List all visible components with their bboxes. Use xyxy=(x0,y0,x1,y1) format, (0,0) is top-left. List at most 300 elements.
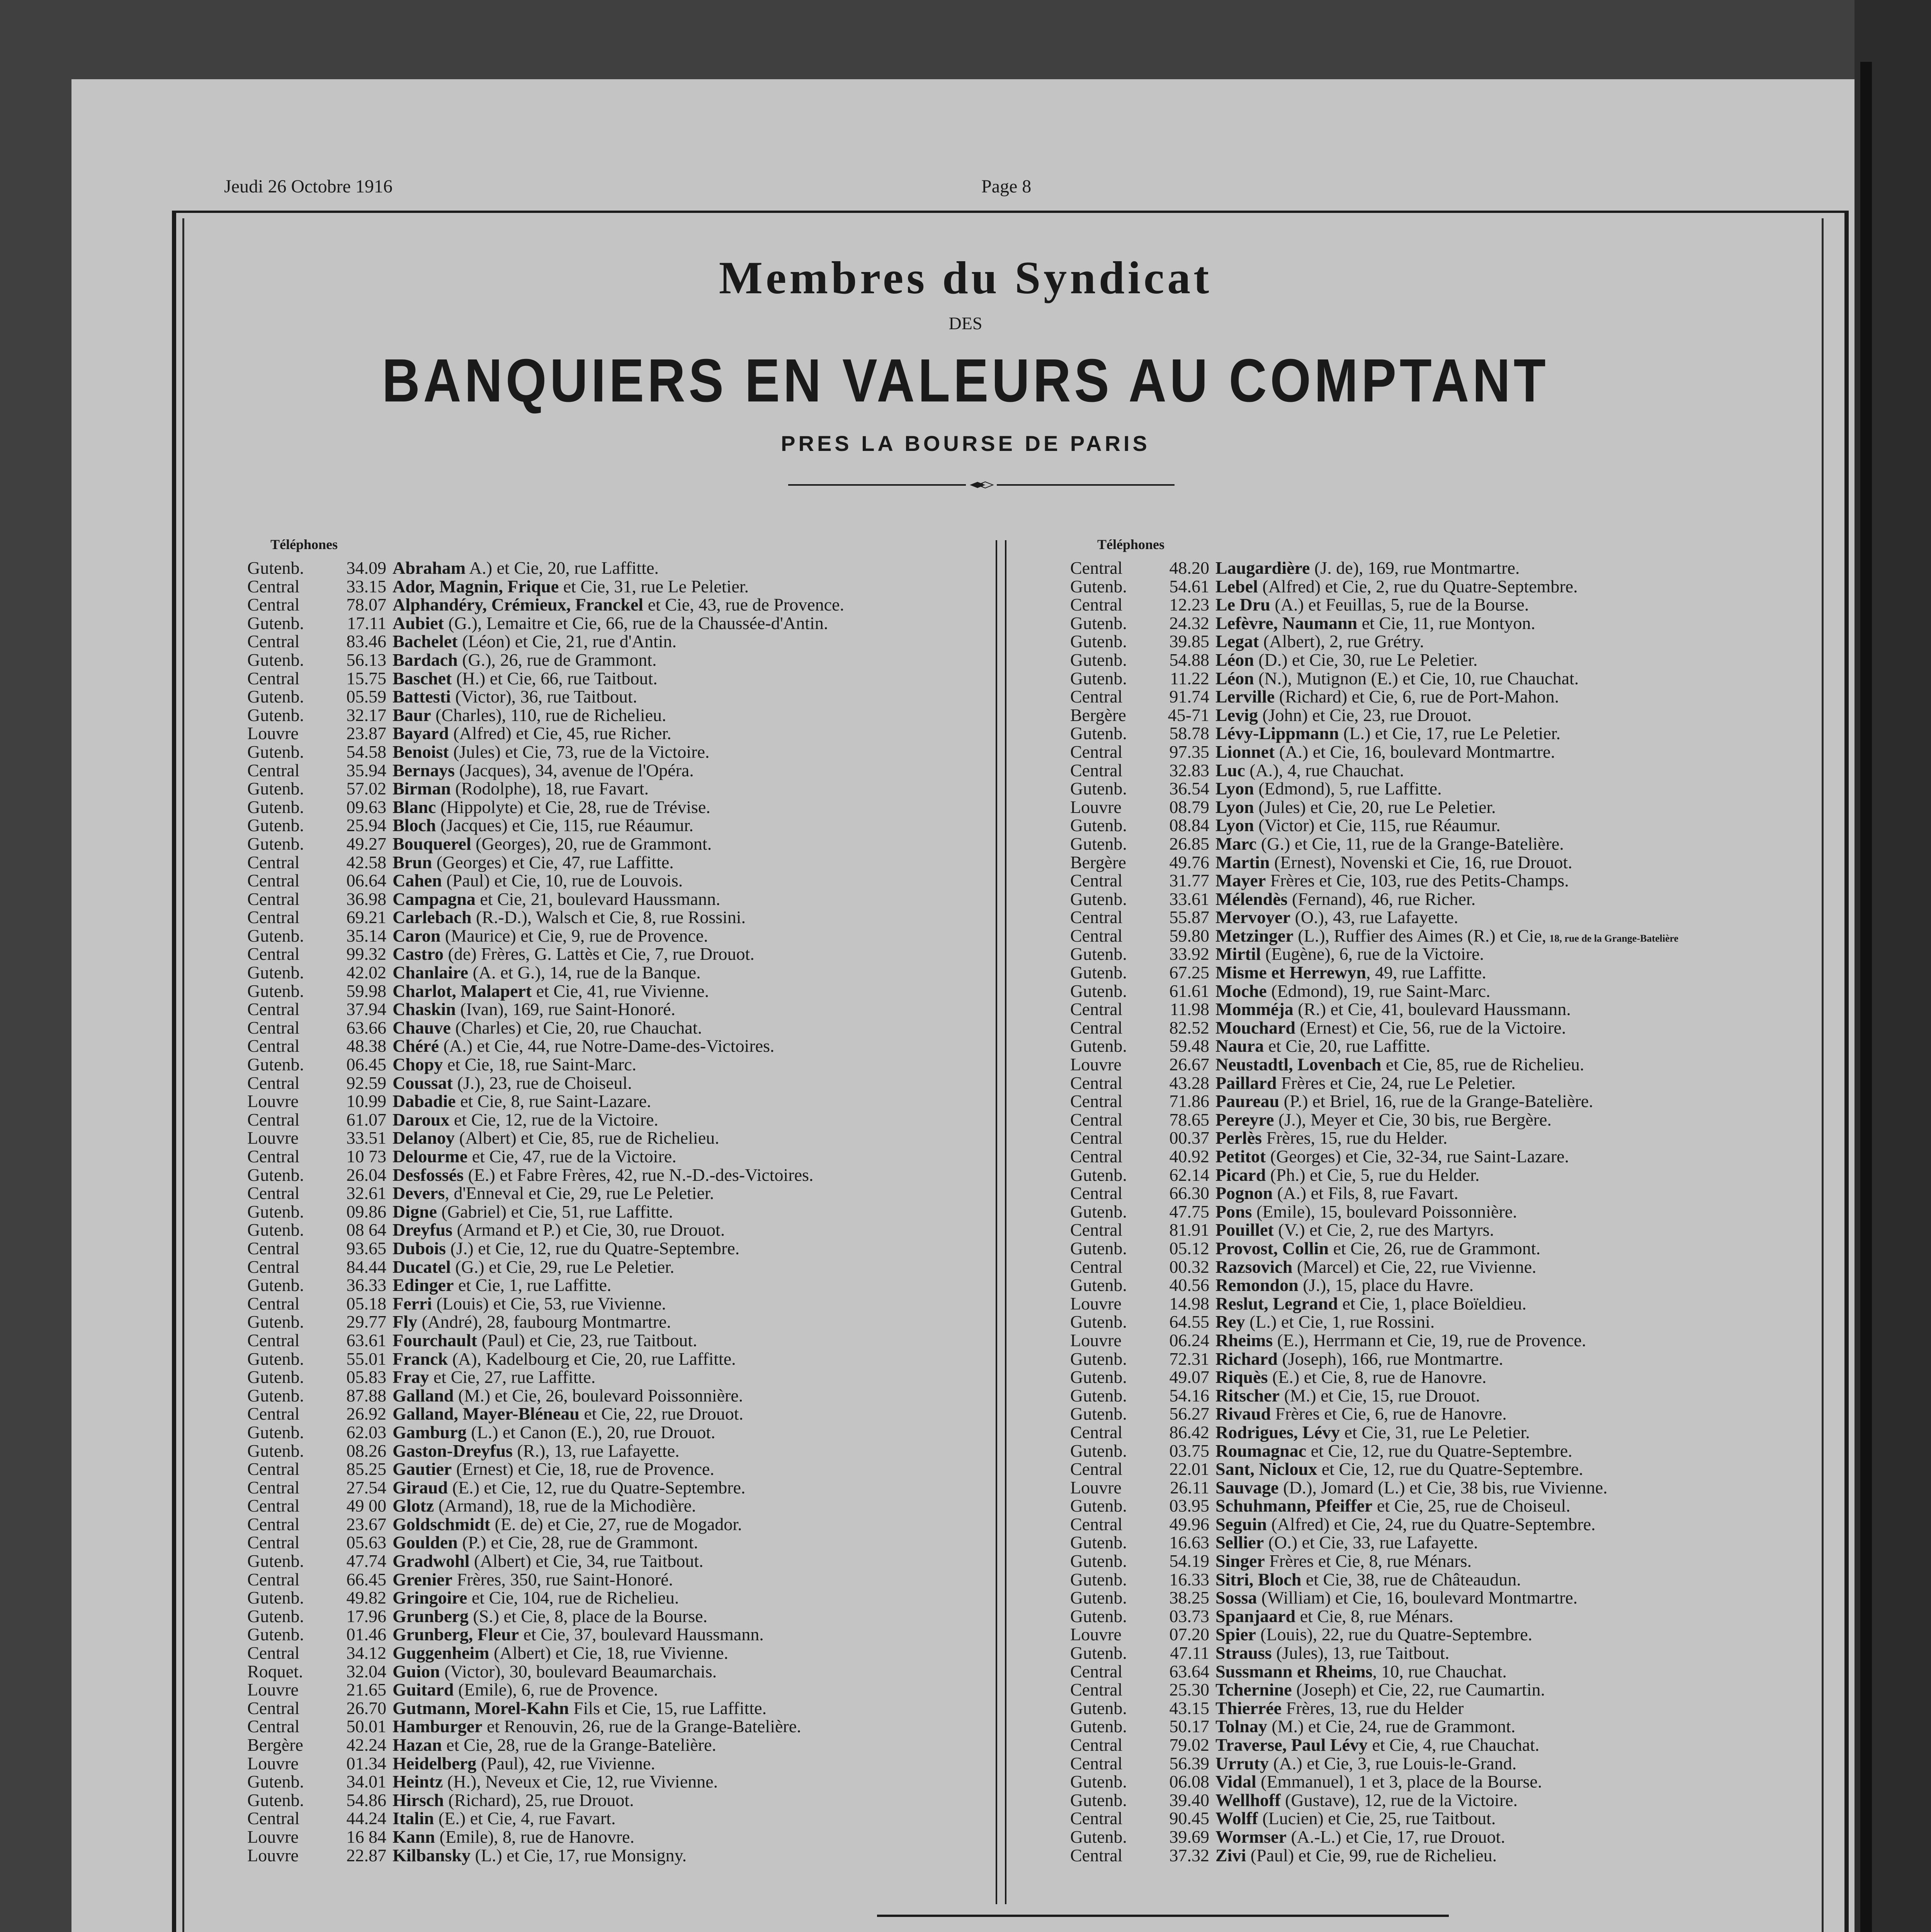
member-address: (O.), 43, rue Lafayette. xyxy=(1290,907,1458,927)
phone-number: 43.28 xyxy=(1169,1073,1209,1093)
phone-number: 26.11 xyxy=(1170,1477,1209,1497)
member-address: et Cie, 12, rue de la Victoire. xyxy=(449,1109,658,1129)
frame-inner-right-rule xyxy=(1822,218,1824,1932)
member-address: (Edmond), 5, rue Laffitte. xyxy=(1254,779,1442,799)
exchange-name: Bergère xyxy=(1070,705,1126,725)
exchange-name: Central xyxy=(247,852,300,872)
member-address: (A.) et Cie, 44, rue Notre-Dame-des-Victoires. xyxy=(439,1036,775,1056)
member-address: (Louis), 22, rue du Quatre-Septembre. xyxy=(1256,1624,1533,1645)
exchange-name: Gutenb. xyxy=(247,705,304,725)
exchange-name: Gutenb. xyxy=(1070,1606,1127,1626)
exchange-name: Central xyxy=(1070,1808,1123,1828)
member-address: et Cie, 21, boulevard Haussmann. xyxy=(475,889,721,909)
member-entry xyxy=(247,1368,844,1386)
phone-number: 36.54 xyxy=(1169,779,1209,799)
phone-number: 40.92 xyxy=(1169,1146,1209,1166)
exchange-name: Gutenb. xyxy=(1070,1275,1127,1295)
member-name: Kilbansky xyxy=(393,1845,471,1865)
member-name: Paillard xyxy=(1215,1073,1277,1093)
exchange-name: Central xyxy=(1070,558,1123,578)
member-entry xyxy=(247,1239,844,1258)
member-name: Digne xyxy=(393,1201,437,1221)
member-address: (H.), Neveux et Cie, 12, rue Vivienne. xyxy=(443,1772,718,1792)
member-address: et Cie, 85, rue de Richelieu. xyxy=(1381,1054,1584,1075)
phone-number: 87.88 xyxy=(346,1385,386,1405)
exchange-name: Central xyxy=(1070,999,1123,1019)
member-name: Moche xyxy=(1215,981,1267,1001)
member-entry xyxy=(1070,1147,1678,1166)
exchange-name: Central xyxy=(247,1404,300,1424)
exchange-name: Gutenb. xyxy=(1070,1716,1127,1736)
phone-number: 66.30 xyxy=(1169,1183,1209,1203)
exchange-name: Louvre xyxy=(247,1845,299,1865)
phone-number: 33.15 xyxy=(346,576,386,596)
exchange-name: Central xyxy=(247,760,300,780)
exchange-name: Central xyxy=(1070,1257,1123,1277)
member-address: (O.) et Cie, 33, rue Lafayette. xyxy=(1264,1532,1478,1553)
member-name: Lefèvre, Naumann xyxy=(1215,613,1358,633)
member-name: Bachelet xyxy=(393,631,458,651)
member-entry xyxy=(247,1258,844,1276)
exchange-name: Gutenb. xyxy=(1070,631,1127,651)
phone-number: 59.98 xyxy=(346,981,386,1001)
phone-number: 49.27 xyxy=(346,833,386,854)
member-name: Fly xyxy=(393,1312,417,1332)
phone-number: 48.38 xyxy=(346,1036,386,1056)
phone-number: 08.79 xyxy=(1169,797,1209,817)
member-entry xyxy=(1070,1607,1678,1626)
member-name: Paureau xyxy=(1215,1091,1280,1111)
member-address: (Joseph), 166, rue Montmartre. xyxy=(1278,1349,1503,1369)
exchange-name: Gutenb. xyxy=(1070,1385,1127,1405)
phone-number: 36.98 xyxy=(346,889,386,909)
member-entry xyxy=(1070,1423,1678,1442)
member-name: Italin xyxy=(393,1808,434,1828)
phone-number: 21.65 xyxy=(346,1680,386,1700)
title-banquiers: BANQUIERS EN VALEURS AU COMPTANT xyxy=(382,347,1549,415)
member-name: Schuhmann, Pfeiffer xyxy=(1215,1496,1373,1516)
exchange-name: Gutenb. xyxy=(247,1385,304,1405)
member-address: (Ernest), Novenski et Cie, 16, rue Drouot. xyxy=(1270,852,1572,872)
member-address: (J.), 23, rue de Choiseul. xyxy=(452,1073,632,1093)
phone-number: 78.65 xyxy=(1169,1109,1209,1129)
exchange-name: Gutenb. xyxy=(247,1367,304,1387)
member-address: (E.) et Cie, 8, rue de Hanovre. xyxy=(1268,1367,1487,1387)
exchange-name: Central xyxy=(247,1146,300,1166)
phone-number: 31.77 xyxy=(1169,871,1209,891)
member-name: Bernays xyxy=(393,760,455,780)
member-name: Tchernine xyxy=(1215,1680,1292,1700)
phone-number: 86.42 xyxy=(1169,1422,1209,1442)
header-page-number: Page 8 xyxy=(981,176,1032,197)
member-address: (Alfred) et Cie, 2, rue du Quatre-Septembre. xyxy=(1258,576,1578,596)
phone-number: 81.91 xyxy=(1169,1220,1209,1240)
member-entry xyxy=(247,1184,844,1202)
member-address: et Cie, 20, rue Laffitte. xyxy=(1264,1036,1431,1056)
member-name: Coussat xyxy=(393,1073,453,1093)
member-name: Thierrée xyxy=(1215,1698,1282,1718)
exchange-name: Gutenb. xyxy=(247,1220,304,1240)
member-entry xyxy=(1070,1386,1678,1405)
exchange-name: Central xyxy=(247,595,300,615)
member-name: Goulden xyxy=(393,1532,458,1553)
member-name: Edinger xyxy=(393,1275,454,1295)
phone-number: 40.56 xyxy=(1169,1275,1209,1295)
member-address: (J.) et Cie, 12, rue du Quatre-Septembre. xyxy=(446,1238,740,1258)
member-name: Hazan xyxy=(393,1735,442,1755)
member-entry xyxy=(247,595,844,614)
member-address: (R.) et Cie, 41, boulevard Haussmann. xyxy=(1293,999,1571,1019)
member-entry xyxy=(247,1111,844,1129)
exchange-name: Gutenb. xyxy=(1070,1036,1127,1056)
member-address: (Georges), 20, rue de Grammont. xyxy=(471,833,712,854)
phone-number: 08 64 xyxy=(346,1220,386,1240)
member-name: Goldschmidt xyxy=(393,1514,491,1534)
member-name: Daroux xyxy=(393,1109,450,1129)
phone-number: 33.92 xyxy=(1169,944,1209,964)
exchange-name: Louvre xyxy=(1070,797,1122,817)
member-name: Le Dru xyxy=(1215,595,1270,615)
exchange-name: Louvre xyxy=(247,1753,299,1773)
member-name: Mirtil xyxy=(1215,944,1261,964)
member-entry xyxy=(1070,1405,1678,1423)
member-entry xyxy=(1070,1111,1678,1129)
member-address: (L.) et Cie, 1, rue Rossini. xyxy=(1245,1312,1435,1332)
member-address: (D.), Jomard (L.) et Cie, 38 bis, rue Vivienne. xyxy=(1278,1477,1608,1497)
phone-number: 26.67 xyxy=(1169,1054,1209,1075)
member-address: (Jacques) et Cie, 115, rue Réaumur. xyxy=(436,815,694,835)
phone-number: 25.94 xyxy=(346,815,386,835)
exchange-name: Central xyxy=(1070,1183,1123,1203)
telephones-header-left: Téléphones xyxy=(270,537,338,552)
phone-number: 49.96 xyxy=(1169,1514,1209,1534)
member-address: (Paul) et Cie, 99, rue de Richelieu. xyxy=(1246,1845,1497,1865)
member-address: (Emile), 15, boulevard Poissonnière. xyxy=(1252,1201,1517,1221)
member-entry xyxy=(247,779,844,798)
member-name: Rey xyxy=(1215,1312,1245,1332)
phone-number: 85.25 xyxy=(346,1459,386,1479)
member-address: (Gustave), 12, rue de la Victoire. xyxy=(1280,1790,1518,1810)
exchange-name: Central xyxy=(1070,1146,1123,1166)
member-entry xyxy=(1070,577,1678,596)
member-address: (Fernand), 46, rue Richer. xyxy=(1287,889,1476,909)
member-name: Devers xyxy=(393,1183,445,1203)
member-address: (Alfred) et Cie, 24, rue du Quatre-Septembre. xyxy=(1266,1514,1596,1534)
member-name: Heintz xyxy=(393,1772,443,1792)
exchange-name: Gutenb. xyxy=(1070,833,1127,854)
member-name: Bardach xyxy=(393,650,458,670)
exchange-name: Gutenb. xyxy=(247,1606,304,1626)
member-entry xyxy=(1070,1074,1678,1092)
member-name: Naura xyxy=(1215,1036,1264,1056)
member-address: et Cie, 11, rue Montyon. xyxy=(1357,613,1535,633)
member-address: (Jules) et Cie, 20, rue Le Peletier. xyxy=(1254,797,1496,817)
member-entry xyxy=(1070,798,1678,816)
member-entry xyxy=(247,1386,844,1405)
phone-number: 97.35 xyxy=(1169,742,1209,762)
exchange-name: Gutenb. xyxy=(1070,1588,1127,1608)
phone-number: 26.85 xyxy=(1169,833,1209,854)
exchange-name: Gutenb. xyxy=(247,925,304,946)
member-entry xyxy=(247,1772,844,1791)
member-address: (Marcel) et Cie, 22, rue Vivienne. xyxy=(1292,1257,1537,1277)
member-entry xyxy=(247,1221,844,1239)
member-address: (Jules) et Cie, 73, rue de la Victoire. xyxy=(449,742,710,762)
member-entry xyxy=(247,1533,844,1552)
member-entry xyxy=(1070,1294,1678,1313)
phone-number: 54.88 xyxy=(1169,650,1209,670)
phone-number: 33.61 xyxy=(1169,889,1209,909)
exchange-name: Gutenb. xyxy=(247,613,304,633)
exchange-name: Central xyxy=(247,1496,300,1516)
phone-number: 06.64 xyxy=(346,871,386,891)
exchange-name: Bergère xyxy=(247,1735,303,1755)
member-name: Neustadtl, Lovenbach xyxy=(1215,1054,1382,1075)
phone-number: 34.09 xyxy=(346,558,386,578)
member-address: et Cie, 38, rue de Châteaudun. xyxy=(1301,1569,1521,1589)
member-name: Pereyre xyxy=(1215,1109,1274,1129)
exchange-name: Gutenb. xyxy=(247,797,304,817)
exchange-name: Louvre xyxy=(247,723,299,743)
member-address: et Cie, 47, rue de la Victoire. xyxy=(467,1146,677,1166)
exchange-name: Central xyxy=(1070,1091,1123,1111)
member-address: (D.) et Cie, 30, rue Le Peletier. xyxy=(1254,650,1478,670)
member-entry xyxy=(247,871,844,890)
exchange-name: Central xyxy=(247,1109,300,1129)
member-address: (M.) et Cie, 24, rue de Grammont. xyxy=(1267,1716,1516,1736)
member-entry xyxy=(247,1092,844,1111)
member-name: Roumagnac xyxy=(1215,1440,1307,1461)
phone-number: 67.25 xyxy=(1169,963,1209,983)
member-entry xyxy=(1070,908,1678,927)
exchange-name: Gutenb. xyxy=(247,1440,304,1461)
exchange-name: Gutenb. xyxy=(1070,1440,1127,1461)
exchange-name: Central xyxy=(1070,1220,1123,1240)
member-address: (Léon) et Cie, 21, rue d'Antin. xyxy=(457,631,677,651)
member-address: (Paul) et Cie, 23, rue Taitbout. xyxy=(477,1330,697,1350)
member-entry xyxy=(247,1294,844,1313)
member-entry xyxy=(247,1791,844,1810)
phone-number: 54.16 xyxy=(1169,1385,1209,1405)
phone-number: 05.83 xyxy=(346,1367,386,1387)
member-entry xyxy=(247,945,844,963)
exchange-name: Gutenb. xyxy=(1070,1551,1127,1571)
member-name: Franck xyxy=(393,1349,448,1369)
member-entry xyxy=(247,1680,844,1699)
exchange-name: Central xyxy=(247,1183,300,1203)
member-entry xyxy=(1070,1350,1678,1368)
member-address: (J. de), 169, rue Montmartre. xyxy=(1310,558,1520,578)
member-address: (Eugène), 6, rue de la Victoire. xyxy=(1261,944,1484,964)
member-name: Gautier xyxy=(393,1459,452,1479)
member-name: Bayard xyxy=(393,723,449,743)
member-address: (N.), Mutignon (E.) et Cie, 10, rue Chauchat. xyxy=(1254,668,1579,688)
exchange-name: Central xyxy=(1070,1680,1123,1700)
member-name: Perlès xyxy=(1215,1128,1262,1148)
exchange-name: Central xyxy=(1070,907,1123,927)
member-entry xyxy=(1070,835,1678,853)
member-name: Metzinger xyxy=(1215,925,1294,946)
member-address: (G.), Lemaitre et Cie, 66, rue de la Chaussée-d'Antin. xyxy=(444,613,828,633)
member-entry xyxy=(247,1846,844,1865)
member-entry xyxy=(247,1625,844,1644)
member-name: Léon xyxy=(1215,650,1254,670)
member-address: (L.) et Canon (E.), 20, rue Drouot. xyxy=(466,1422,716,1442)
exchange-name: Gutenb. xyxy=(1070,1827,1127,1847)
phone-number: 37.32 xyxy=(1169,1845,1209,1865)
member-entry xyxy=(247,890,844,908)
member-name: Lyon xyxy=(1215,815,1254,835)
phone-number: 38.25 xyxy=(1169,1588,1209,1608)
member-address: et Cie, 31, rue Le Peletier. xyxy=(1340,1422,1530,1442)
member-address: , 10, rue Chauchat. xyxy=(1372,1661,1507,1681)
member-entry xyxy=(1070,1184,1678,1202)
member-name: Guion xyxy=(393,1661,440,1681)
member-name: Remondon xyxy=(1215,1275,1299,1295)
member-name: Lévy-Lippmann xyxy=(1215,723,1339,743)
member-name: Riquès xyxy=(1215,1367,1268,1387)
phone-number: 11.22 xyxy=(1170,668,1209,688)
member-entry xyxy=(247,1460,844,1478)
member-address: (Lucien) et Cie, 25, rue Taitbout. xyxy=(1258,1808,1496,1828)
phone-number: 55.87 xyxy=(1169,907,1209,927)
phone-number: 03.75 xyxy=(1169,1440,1209,1461)
member-address: (Albert) et Cie, 18, rue Vivienne. xyxy=(489,1643,728,1663)
member-name: Glotz xyxy=(393,1496,434,1516)
member-address: (Richard), 25, rue Drouot. xyxy=(444,1790,634,1810)
member-entry xyxy=(1070,1754,1678,1773)
member-entry xyxy=(247,1074,844,1092)
exchange-name: Gutenb. xyxy=(247,815,304,835)
exchange-name: Gutenb. xyxy=(1070,668,1127,688)
phone-number: 59.80 xyxy=(1169,925,1209,946)
member-address: et Cie, 31, rue Le Peletier. xyxy=(559,576,749,596)
phone-number: 49.76 xyxy=(1169,852,1209,872)
phone-number: 05.12 xyxy=(1169,1238,1209,1258)
exchange-name: Central xyxy=(247,1017,300,1037)
member-entry xyxy=(247,724,844,743)
phone-number: 69.21 xyxy=(346,907,386,927)
exchange-name: Gutenb. xyxy=(1070,1772,1127,1792)
exchange-name: Gutenb. xyxy=(1070,1349,1127,1369)
exchange-name: Central xyxy=(247,1643,300,1663)
member-name: Tolnay xyxy=(1215,1716,1267,1736)
member-address: et Cie, 18, rue Saint-Marc. xyxy=(443,1054,637,1075)
member-name: Rodrigues, Lévy xyxy=(1215,1422,1340,1442)
member-entry xyxy=(247,1442,844,1460)
member-name: Razsovich xyxy=(1215,1257,1293,1277)
phone-number: 32.83 xyxy=(1169,760,1209,780)
member-entry xyxy=(1070,1221,1678,1239)
member-entry xyxy=(1070,706,1678,724)
member-address: et Cie, 1, rue Laffitte. xyxy=(454,1275,612,1295)
member-entry xyxy=(247,1276,844,1294)
ornament-rule-icon xyxy=(788,481,1175,489)
member-name: Carlebach xyxy=(393,907,472,927)
phone-number: 16.63 xyxy=(1169,1532,1209,1553)
telephones-header-right: Téléphones xyxy=(1097,537,1165,552)
member-address: (L.) et Cie, 17, rue Monsigny. xyxy=(471,1845,687,1865)
exchange-name: Central xyxy=(1070,1017,1123,1037)
exchange-name: Louvre xyxy=(1070,1477,1122,1497)
member-entry xyxy=(1070,816,1678,835)
member-address: (Charles) et Cie, 20, rue Chauchat. xyxy=(450,1017,702,1037)
exchange-name: Gutenb. xyxy=(247,1624,304,1645)
member-name: Brun xyxy=(393,852,432,872)
member-entry xyxy=(1070,1791,1678,1810)
member-entry xyxy=(1070,614,1678,633)
title-des: DES xyxy=(949,313,982,333)
member-entry xyxy=(1070,1846,1678,1865)
member-name: Vidal xyxy=(1215,1772,1256,1792)
member-name: Sauvage xyxy=(1215,1477,1279,1497)
exchange-name: Central xyxy=(247,1532,300,1553)
member-entry xyxy=(247,982,844,1000)
member-entry xyxy=(1070,632,1678,651)
member-address: (Hippolyte) et Cie, 28, rue de Trévise. xyxy=(436,797,711,817)
title-bourse: PRES LA BOURSE DE PARIS xyxy=(781,431,1150,456)
phone-number: 49 00 xyxy=(346,1496,386,1516)
member-entry xyxy=(1070,1552,1678,1570)
member-address: Frères et Cie, 6, rue de Hanovre. xyxy=(1271,1404,1507,1424)
exchange-name: Central xyxy=(247,1808,300,1828)
exchange-name: Gutenb. xyxy=(1070,944,1127,964)
phone-number: 37.94 xyxy=(346,999,386,1019)
member-name: Sant, Nicloux xyxy=(1215,1459,1317,1479)
member-name: Provost, Collin xyxy=(1215,1238,1329,1258)
phone-number: 24.32 xyxy=(1169,613,1209,633)
member-entry xyxy=(247,687,844,706)
phone-number: 22.01 xyxy=(1169,1459,1209,1479)
member-name: Birman xyxy=(393,779,451,799)
member-entry xyxy=(1070,1699,1678,1718)
phone-number: 00.32 xyxy=(1169,1257,1209,1277)
exchange-name: Central xyxy=(247,631,300,651)
phone-number: 61.61 xyxy=(1169,981,1209,1001)
phone-number: 17.11 xyxy=(347,613,386,633)
member-name: Grunberg xyxy=(393,1606,469,1626)
member-entry xyxy=(1070,1019,1678,1037)
exchange-name: Central xyxy=(247,1569,300,1589)
member-name: Martin xyxy=(1215,852,1270,872)
member-name: Hamburger xyxy=(393,1716,483,1736)
member-name: Pons xyxy=(1215,1201,1252,1221)
member-name: Ador, Magnin, Frique xyxy=(393,576,559,596)
member-entry xyxy=(247,1166,844,1184)
member-address: (P.) et Briel, 16, rue de la Grange-Batelière. xyxy=(1279,1091,1593,1111)
member-address: (S.) et Cie, 8, place de la Bourse. xyxy=(468,1606,708,1626)
member-name: Bloch xyxy=(393,815,436,835)
member-entry xyxy=(247,559,844,577)
member-name: Lyon xyxy=(1215,797,1254,817)
exchange-name: Gutenb. xyxy=(1070,1698,1127,1718)
member-address: (Ernest) et Cie, 56, rue de la Victoire. xyxy=(1295,1017,1566,1037)
member-name: Grunberg, Fleur xyxy=(393,1624,519,1645)
member-name: Chopy xyxy=(393,1054,443,1075)
member-list-left xyxy=(247,559,844,1864)
member-address: et Cie, 12, rue du Quatre-Septembre. xyxy=(1306,1440,1572,1461)
phone-number: 78.07 xyxy=(346,595,386,615)
member-name: Momméja xyxy=(1215,999,1294,1019)
member-entry xyxy=(1070,1442,1678,1460)
member-name: Singer xyxy=(1215,1551,1265,1571)
member-entry xyxy=(1070,1037,1678,1055)
phone-number: 15.75 xyxy=(346,668,386,688)
member-name: Campagna xyxy=(393,889,476,909)
phone-number: 39.40 xyxy=(1169,1790,1209,1810)
member-address: et Cie, 37, boulevard Haussmann. xyxy=(519,1624,764,1645)
exchange-name: Gutenb. xyxy=(247,1551,304,1571)
